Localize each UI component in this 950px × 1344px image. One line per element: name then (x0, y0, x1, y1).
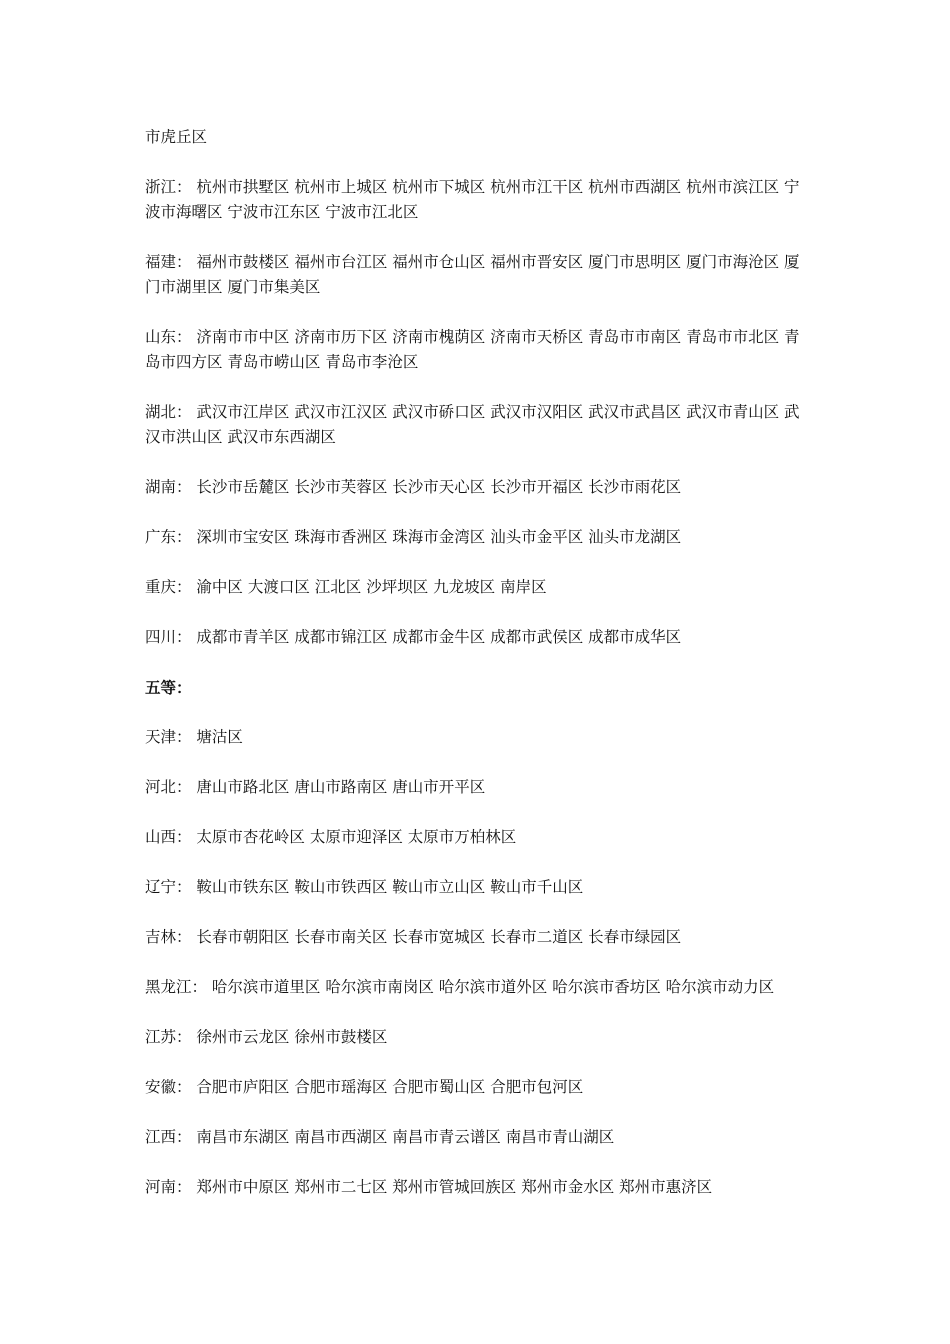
document-page (145, 125, 810, 1225)
paragraph-sichuan: 四川： 成都市青羊区 成都市锦江区 成都市金牛区 成都市武侯区 成都市成华区 (145, 628, 682, 646)
paragraph-fujian: 福建： 福州市鼓楼区 福州市台江区 福州市仓山区 福州市晋安区 厦门市思明区 厦门市海沧区 厦门市湖里区 厦门市集美区 (145, 253, 800, 296)
paragraph-zhejiang: 浙江： 杭州市拱墅区 杭州市上城区 杭州市下城区 杭州市江干区 杭州市西湖区 杭州市滨江区 宁波市海曙区 宁波市江东区 宁波市江北区 (145, 178, 800, 221)
paragraph-hebei: 河北： 唐山市路北区 唐山市路南区 唐山市开平区 (145, 778, 486, 796)
paragraph-tianjin: 天津： 塘沽区 (145, 728, 243, 746)
paragraph-chongqing: 重庆： 渝中区 大渡口区 江北区 沙坪坝区 九龙坡区 南岸区 (145, 578, 547, 596)
paragraph-hunan: 湖南： 长沙市岳麓区 长沙市芙蓉区 长沙市天心区 长沙市开福区 长沙市雨花区 (145, 478, 682, 496)
paragraph-heilongjiang: 黑龙江： 哈尔滨市道里区 哈尔滨市南岗区 哈尔滨市道外区 哈尔滨市香坊区 哈尔滨市动力区 (145, 978, 775, 996)
paragraph-jilin: 吉林： 长春市朝阳区 长春市南关区 长春市宽城区 长春市二道区 长春市绿园区 (145, 928, 682, 946)
paragraph-continuation: 市虎丘区 (145, 128, 208, 146)
paragraph-shanxi: 山西： 太原市杏花岭区 太原市迎泽区 太原市万柏林区 (145, 828, 517, 846)
paragraph-anhui: 安徽： 合肥市庐阳区 合肥市瑶海区 合肥市蜀山区 合肥市包河区 (145, 1078, 584, 1096)
paragraph-jiangxi: 江西： 南昌市东湖区 南昌市西湖区 南昌市青云谱区 南昌市青山湖区 (145, 1128, 615, 1146)
paragraph-shandong: 山东： 济南市市中区 济南市历下区 济南市槐荫区 济南市天桥区 青岛市市南区 青岛市市北区 青岛市四方区 青岛市崂山区 青岛市李沧区 (145, 328, 800, 371)
paragraph-jiangsu: 江苏： 徐州市云龙区 徐州市鼓楼区 (145, 1028, 388, 1046)
paragraph-guangdong: 广东： 深圳市宝安区 珠海市香洲区 珠海市金湾区 汕头市金平区 汕头市龙湖区 (145, 528, 682, 546)
paragraph-liaoning: 辽宁： 鞍山市铁东区 鞍山市铁西区 鞍山市立山区 鞍山市千山区 (145, 878, 584, 896)
paragraph-henan: 河南： 郑州市中原区 郑州市二七区 郑州市管城回族区 郑州市金水区 郑州市惠济区 (145, 1178, 713, 1196)
section-heading-fifth-grade: 五等： (145, 678, 192, 697)
paragraph-hubei: 湖北： 武汉市江岸区 武汉市江汉区 武汉市硚口区 武汉市汉阳区 武汉市武昌区 武汉市青山区 武汉市洪山区 武汉市东西湖区 (145, 403, 800, 446)
